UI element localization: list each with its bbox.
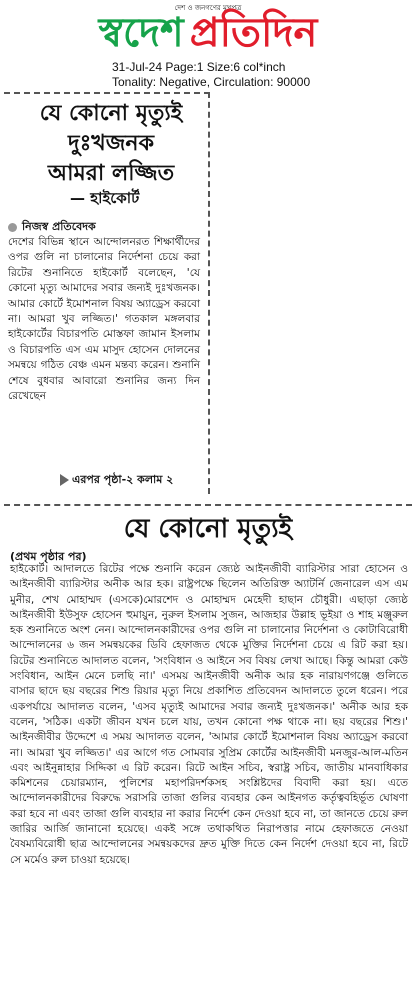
article-2-body: হাইকোর্ট। আদালতে রিটের পক্ষে শুনানি করেন জ্যেষ্ঠ আইনজীবী ব্যারিস্টার সারা হোসেন ও আইনজীবী ব্যারিস্টার অনীক আর হক। রাষ্ট্রপক্ষে ছিলেন অতিরিক্ত অ্যাটর্নি জেনারেল এস এম মুনীর, শেখ মোহাম্মদ (এসকে)মোরশেদ ও মোহাম্মদ মেহেদী হাছান চৌধুরী। এছাড়া জ্যেষ্ঠ আইনজীবী ইউসুফ হোসেন হুমায়ুন, নুরুল ইসলাম সুজন, আজহার উল্লাহ ভূইয়া ও শাহ মঞ্জুরুল হক শুনানিতে অংশ নেন। আন্দোলনকারীদের ওপর গুলি না চালানোর নির্দেশনা ও কোটাবিরোধী আন্দোলনের ৬ জন সমন্বয়কের ডিবি হেফাজত থেকে মুক্তির নির্দেশনা চেয়ে এ রিট করা হয়। রিটের শুনানিতে আদালত বলেন, 'সংবিধান ও আইনে সব বিষয় লেখা আছে। কিন্তু আমরা কেউ সংবিধান, আইন মেনে চলছি না।' এসময় আইনজীবী অনীক আর হক নারায়ণগঞ্জে গুলিতে বাসার ছাদে ছয় বছরের শিশু রিয়ার মৃত্যু নিয়ে প্রকাশিত প্রতিবেদন আদালতে তুলে ধরেন। পরে একপর্যায়ে আদালত বলেন, 'এসব মৃত্যুই আমাদের সবার জন্যই দুঃখজনক।' অনীক আর হক বলেন, 'সঠিক। একটা জীবন যখন চলে যায়, তখন কোনো পক্ষ থাকে না। ছয় বছরের শিশু।' আইনজীবীর উদ্দেশে এ সময় আদালত বলেন, 'আমার কোর্টে ইমোশনাল বিষয় অ্যাড্রেস করবো না। আমরা খুব লজ্জিত।' এর আগে গত সোমবার সুপ্রিম কোর্টের আইনজীবী মনজুর-আল-মতিন এবং আইনুন্নাহার সিদ্দিকা এ রিট করেন। রিটে আইন সচিব, স্বরাষ্ট্র সচিব, জাতীয় মানবাধিকার কমিশনের চেয়ারম্যান, পুলিশের মহাপরিদর্শকসহ সংশ্লিষ্টদের বিবাদী করা হয়। এতে আন্দোলনকারীদের বিরুদ্ধে সরাসরি তাজা গুলির ব্যবহার কেন আইনগত কর্তৃত্ববহির্ভূত ঘোষণা করা হবে না এবং তাজা গুলি ব্যবহার না করার নির্দেশ কেন দেওয়া হবে না, তা জানতে চেয়ে রুল জারির আর্জি জানানো হয়েছে। একই সঙ্গে তথাকথিত নিরাপত্তার নামে হেফাজতে নেওয়া বৈষম্যবিরোধী ছাত্র আন্দোলনের সমন্বয়কদের দ্রুত মুক্তি দিতে কেন নির্দেশ দেওয়া হবে না, রিটে সে মর্মেও রুল চাওয়া হয়েছে।: [10, 563, 408, 866]
article-1-headline-line-1: যে কোনো মৃত্যুই: [39, 100, 183, 126]
article-1-headline-line-2: দুঃখজনক: [68, 130, 154, 156]
masthead: [0, 0, 416, 62]
arrow-right-icon: [60, 474, 69, 486]
logo-word-1: স্বদেশ: [98, 10, 184, 56]
clip-info-line-2: Tonality: Negative, Circulation: 90000: [112, 75, 311, 89]
newspaper-logo: [0, 10, 416, 56]
article-1-headline-line-3: আমরা লজ্জিত: [47, 160, 175, 186]
bullet-icon: [8, 223, 17, 232]
masthead-tagline: দেশ ও জনগণের মুখপত্র: [174, 4, 242, 12]
article-2-from-page: (প্রথম পৃষ্ঠার পর): [10, 550, 87, 563]
reporter-name: নিজস্ব প্রতিবেদক: [22, 220, 96, 233]
article-1-body: দেশের বিভিন্ন স্থানে আন্দোলনরত শিক্ষার্থীদের ওপর গুলি না চালানোর নির্দেশনা চেয়ে করা রিটের শুনানিতে হাইকোর্ট বলেছেন, 'যে কোনো মৃত্যু আমাদের সবার জন্যই দুঃখজনক। আমার কোর্টে ইমোশনাল বিষয় অ্যাড্রেস করবো না। আমরা খুব লজ্জিত।' গতকাল মঙ্গলবার হাইকোর্টের বিচারপতি মোস্তফা জামান ইসলাম ও বিচারপতি এস এম মাসুদ হোসেন দোলনের সমন্বয়ে গঠিত বেঞ্চ এমন মন্তব্য করেন। শুনানি শেষে বুধবার আবারো শুনানির জন্য দিন রেখেছেন: [8, 236, 200, 403]
article-1-source: — হাইকোর্ট: [70, 189, 140, 207]
continued-label: এরপর পৃষ্ঠা-২ কলাম ২: [72, 473, 174, 486]
article-2-headline: যে কোনো মৃত্যুই: [123, 514, 293, 544]
logo-word-2: প্রতিদিন: [189, 10, 318, 56]
continued-marker: [60, 471, 173, 490]
clip-info-line-1: 31-Jul-24 Page:1 Size:6 col*inch: [112, 60, 286, 74]
